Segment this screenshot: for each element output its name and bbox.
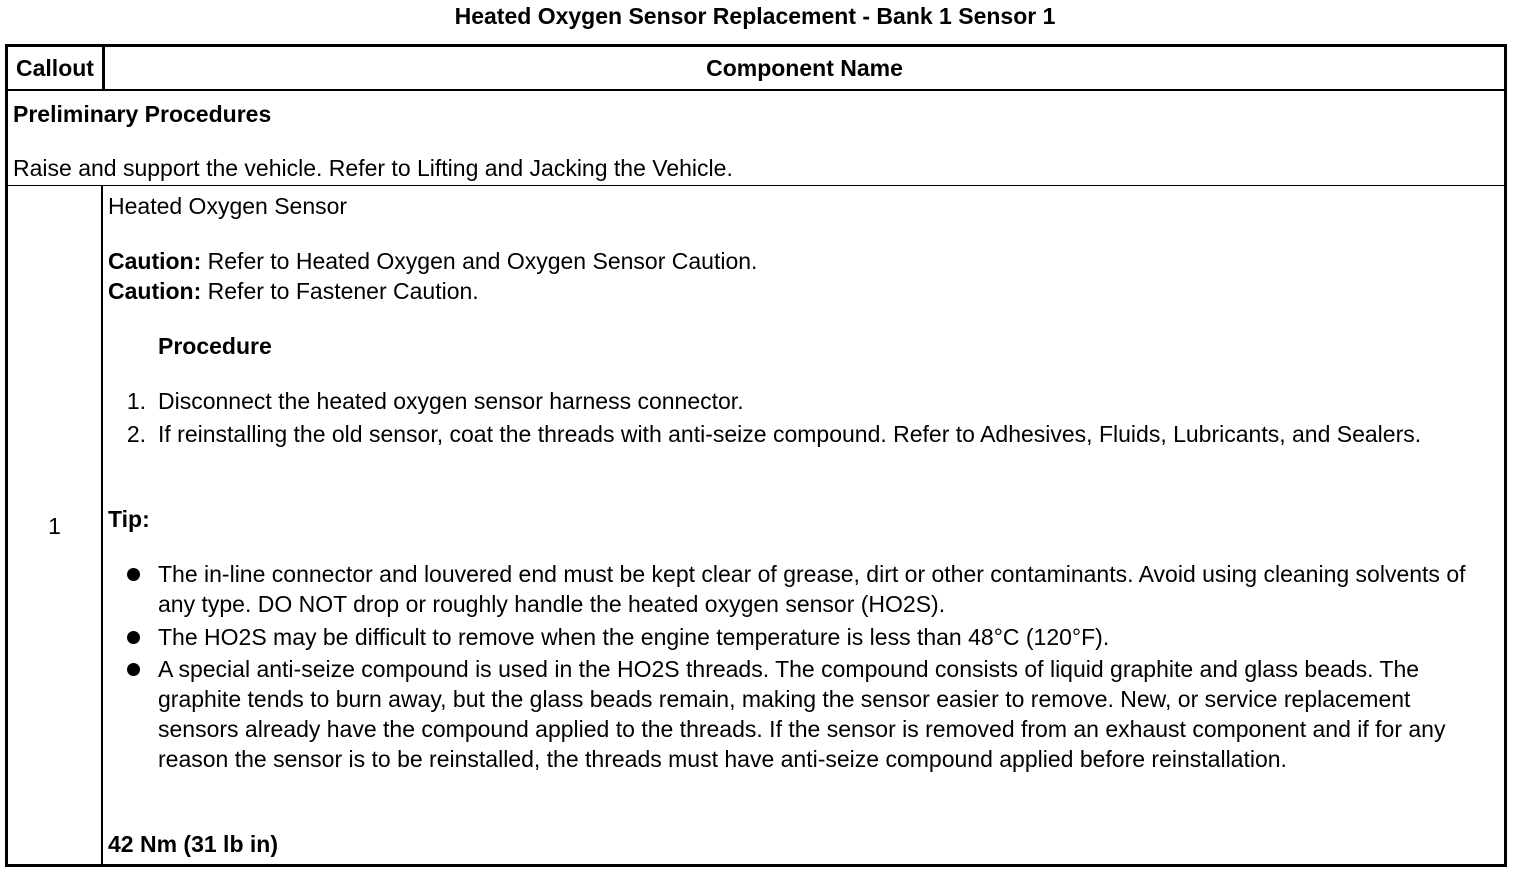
column-divider [101, 186, 103, 864]
torque-spec: 42 Nm (31 lb in) [108, 831, 278, 857]
preliminary-section [8, 91, 1504, 186]
step-text: If reinstalling the old sensor, coat the threads with anti-seize compound. Refer to Adhesives, Fluids, Lubricants, and Sealers. [158, 421, 1422, 447]
procedure-title: Procedure [158, 333, 272, 359]
table-header [8, 47, 1504, 91]
tip-text: The in-line connector and louvered end must be kept clear of grease, dirt or other contaminants. Avoid using cleaning solvents of any type. DO NOT drop or roughly handle the heated oxygen sensor (HO2S). [158, 561, 1466, 617]
caution-label: Caution: [108, 278, 202, 304]
tip-text: The HO2S may be difficult to remove when the engine temperature is less than 48°C (120°F). [158, 624, 1110, 650]
callout-number: 1 [48, 513, 61, 539]
caution-label: Caution: [108, 248, 202, 274]
caution-line [108, 276, 479, 306]
preliminary-title: Preliminary Procedures [13, 101, 272, 127]
step-number: 2. [126, 421, 146, 447]
step-number: 1. [126, 388, 146, 414]
step-text: Disconnect the heated oxygen sensor harness connector. [158, 388, 744, 414]
bullet-icon [127, 568, 140, 581]
bullet-icon [127, 663, 140, 676]
caution-text: Refer to Heated Oxygen and Oxygen Sensor Caution. [201, 248, 758, 274]
bullet-icon [127, 631, 140, 644]
preliminary-text: Raise and support the vehicle. Refer to Lifting and Jacking the Vehicle. [13, 155, 733, 181]
header-callout: Callout [16, 55, 94, 81]
procedure-table [5, 44, 1507, 867]
tip-label: Tip: [108, 506, 150, 532]
table-row [8, 186, 1504, 864]
component-name: Heated Oxygen Sensor [108, 193, 348, 219]
header-component-name: Component Name [706, 55, 903, 81]
page-title: Heated Oxygen Sensor Replacement - Bank 1 Sensor 1 [454, 3, 1056, 29]
caution-text: Refer to Fastener Caution. [201, 278, 479, 304]
tip-text: A special anti-seize compound is used in the HO2S threads. The compound consists of liquid graphite and glass beads. The graphite tends to burn away, but the glass beads remain, making the sensor easier to remove. New, or service replacement sensors already have the compound applied to the threads. If the sensor is removed from an exhaust component and if for any reason the sensor is to be reinstalled, the threads must have anti-seize compound applied before reinstallation. [158, 656, 1446, 772]
caution-line [108, 246, 757, 276]
